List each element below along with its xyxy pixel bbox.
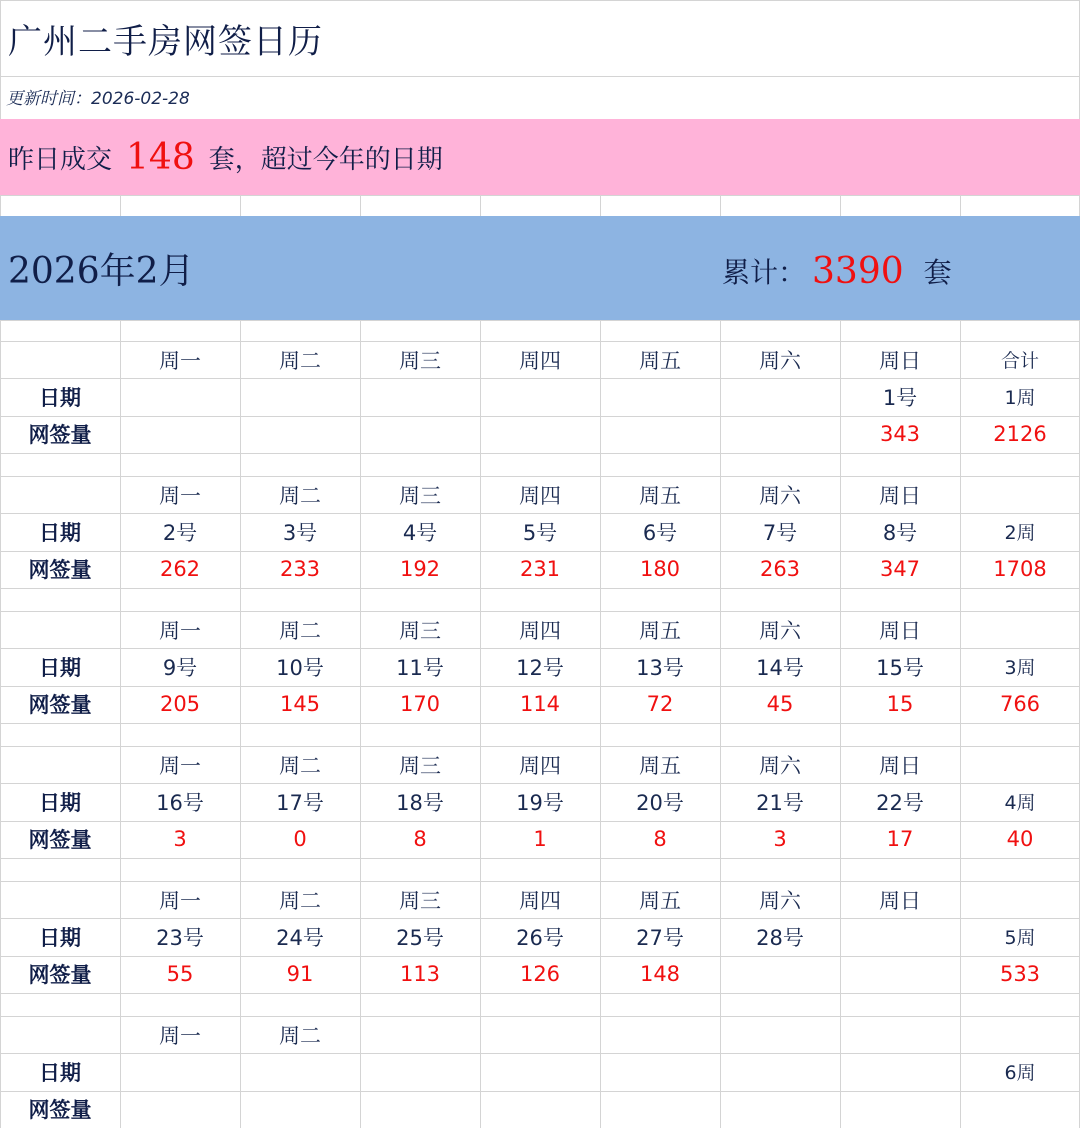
volume-cell — [360, 416, 480, 453]
weekday-header: 周四 — [519, 753, 561, 778]
weekday-header: 周二 — [279, 753, 321, 778]
row-label-volume: 网签量 — [28, 963, 92, 988]
volume-cell: 145 — [279, 692, 321, 717]
weekday-header: 周二 — [279, 618, 321, 643]
weekday-header: 周三 — [399, 348, 441, 373]
volume-cell: 347 — [879, 557, 921, 582]
total-header — [960, 881, 1080, 918]
weekday-header: 周日 — [879, 483, 921, 508]
date-cell — [600, 1053, 720, 1090]
volume-cell: 205 — [159, 692, 201, 717]
weekday-header: 周二 — [279, 1023, 321, 1048]
week-label: 3周 — [1004, 657, 1036, 680]
date-cell: 18号 — [396, 790, 444, 815]
weekday-header: 周二 — [279, 348, 321, 373]
weekday-header: 周一 — [159, 753, 201, 778]
weekday-header: 周三 — [399, 888, 441, 913]
date-cell: 22号 — [876, 790, 924, 815]
date-cell: 25号 — [396, 925, 444, 950]
date-cell: 12号 — [516, 655, 564, 680]
date-cell: 3号 — [282, 520, 318, 545]
weekday-header — [480, 1016, 600, 1053]
date-cell: 14号 — [756, 655, 804, 680]
weekday-header: 周三 — [399, 753, 441, 778]
volume-cell: 15 — [886, 692, 914, 717]
row-label-volume: 网签量 — [28, 693, 92, 718]
volume-cell — [360, 1091, 480, 1128]
volume-cell: 45 — [766, 692, 794, 717]
volume-cell — [120, 416, 240, 453]
weekday-header: 周二 — [279, 483, 321, 508]
weekday-header: 周三 — [399, 618, 441, 643]
page-title: 广州二手房网签日历 — [8, 22, 323, 62]
volume-cell: 262 — [159, 557, 201, 582]
date-cell: 24号 — [276, 925, 324, 950]
row-label-date: 日期 — [39, 655, 81, 680]
volume-cell: 8 — [413, 827, 427, 852]
volume-cell — [240, 1091, 360, 1128]
weekday-header: 周日 — [879, 888, 921, 913]
cumulative-value: 3390 — [812, 250, 904, 292]
total-header — [960, 746, 1080, 783]
date-cell — [480, 378, 600, 415]
volume-cell: 3 — [773, 827, 787, 852]
weekday-header: 周一 — [159, 1023, 201, 1048]
weekday-header: 周五 — [639, 483, 681, 508]
date-cell: 23号 — [156, 925, 204, 950]
cumulative-unit: 套 — [923, 256, 952, 289]
volume-cell — [600, 416, 720, 453]
date-cell: 11号 — [396, 655, 444, 680]
total-header — [960, 1016, 1080, 1053]
volume-cell: 343 — [879, 422, 921, 447]
weekday-header: 周一 — [159, 618, 201, 643]
date-cell: 26号 — [516, 925, 564, 950]
weekday-header: 周三 — [399, 483, 441, 508]
volume-cell — [480, 1091, 600, 1128]
date-cell: 9号 — [162, 655, 198, 680]
date-cell — [720, 1053, 840, 1090]
volume-cell — [720, 956, 840, 993]
volume-cell: 72 — [646, 692, 674, 717]
volume-cell — [720, 1091, 840, 1128]
volume-cell: 263 — [759, 557, 801, 582]
volume-cell: 114 — [519, 692, 561, 717]
date-cell: 19号 — [516, 790, 564, 815]
volume-cell: 233 — [279, 557, 321, 582]
banner-prefix: 昨日成交 — [8, 144, 113, 175]
weekday-header: 周二 — [279, 888, 321, 913]
volume-cell: 113 — [399, 962, 441, 987]
weekday-header — [840, 1016, 960, 1053]
weekday-header: 周六 — [759, 753, 801, 778]
volume-cell: 126 — [519, 962, 561, 987]
week-total: 533 — [999, 962, 1041, 987]
weekday-header: 周五 — [639, 618, 681, 643]
date-cell: 16号 — [156, 790, 204, 815]
date-cell: 15号 — [876, 655, 924, 680]
week-total: 40 — [1006, 827, 1034, 852]
volume-cell — [720, 416, 840, 453]
volume-cell: 1 — [533, 827, 547, 852]
date-cell: 28号 — [756, 925, 804, 950]
row-label-date: 日期 — [39, 385, 81, 410]
date-cell: 20号 — [636, 790, 684, 815]
volume-cell: 0 — [293, 827, 307, 852]
volume-cell: 17 — [886, 827, 914, 852]
week-label: 2周 — [1004, 522, 1036, 545]
weekday-header: 周一 — [159, 348, 201, 373]
volume-cell: 55 — [166, 962, 194, 987]
date-cell: 27号 — [636, 925, 684, 950]
weekday-header: 周五 — [639, 753, 681, 778]
weekday-header: 周四 — [519, 618, 561, 643]
weekday-header — [720, 1016, 840, 1053]
volume-cell: 8 — [653, 827, 667, 852]
volume-cell: 231 — [519, 557, 561, 582]
volume-cell — [600, 1091, 720, 1128]
weekday-header: 周六 — [759, 483, 801, 508]
banner-suffix: 套，超过今年的日期 — [208, 144, 443, 175]
cumulative-label: 累计： — [722, 256, 807, 289]
weekday-header: 周六 — [759, 618, 801, 643]
date-cell — [720, 378, 840, 415]
weekday-header: 周日 — [879, 753, 921, 778]
date-cell — [240, 1053, 360, 1090]
weekday-header: 周日 — [879, 618, 921, 643]
volume-cell: 91 — [286, 962, 314, 987]
week-total: 766 — [999, 692, 1041, 717]
row-label-date: 日期 — [39, 925, 81, 950]
weekday-header: 周四 — [519, 483, 561, 508]
total-header — [960, 476, 1080, 513]
weekday-header: 周日 — [879, 348, 921, 373]
date-cell — [360, 378, 480, 415]
row-label-date: 日期 — [39, 1060, 81, 1085]
weekday-header: 周五 — [639, 348, 681, 373]
weekday-header: 周六 — [759, 888, 801, 913]
total-header — [960, 611, 1080, 648]
volume-cell: 180 — [639, 557, 681, 582]
row-label-volume: 网签量 — [28, 423, 92, 448]
week-total — [960, 1091, 1080, 1128]
weekday-header: 周五 — [639, 888, 681, 913]
row-label-date: 日期 — [39, 790, 81, 815]
weekday-header — [360, 1016, 480, 1053]
date-cell: 13号 — [636, 655, 684, 680]
date-cell: 17号 — [276, 790, 324, 815]
date-cell — [840, 918, 960, 955]
total-header: 合计 — [1000, 350, 1039, 372]
week-total: 2126 — [993, 422, 1047, 447]
volume-cell: 3 — [173, 827, 187, 852]
yesterday-summary — [8, 119, 443, 195]
date-cell: 4号 — [402, 520, 438, 545]
weekday-header — [600, 1016, 720, 1053]
volume-cell — [240, 416, 360, 453]
volume-cell — [480, 416, 600, 453]
week-total: 1708 — [993, 557, 1047, 582]
date-cell — [240, 378, 360, 415]
volume-cell — [840, 1091, 960, 1128]
date-cell: 6号 — [642, 520, 678, 545]
date-cell: 2号 — [162, 520, 198, 545]
yesterday-banner — [0, 119, 1080, 195]
month-header — [0, 216, 1080, 320]
yesterday-count: 148 — [126, 136, 195, 178]
date-cell — [120, 1053, 240, 1090]
volume-cell: 192 — [399, 557, 441, 582]
cumulative-total — [722, 216, 952, 326]
volume-cell — [840, 956, 960, 993]
row-label-volume: 网签量 — [28, 828, 92, 853]
row-label-volume: 网签量 — [28, 1098, 92, 1123]
date-cell — [600, 378, 720, 415]
date-cell: 10号 — [276, 655, 324, 680]
update-time: 更新时间：2026-02-28 — [6, 89, 190, 109]
date-cell — [120, 378, 240, 415]
volume-cell: 148 — [639, 962, 681, 987]
month-title: 2026年2月 — [8, 250, 195, 292]
weekday-header: 周一 — [159, 483, 201, 508]
date-cell: 5号 — [522, 520, 558, 545]
row-label-volume: 网签量 — [28, 558, 92, 583]
week-label: 6周 — [1004, 1062, 1036, 1085]
date-cell — [360, 1053, 480, 1090]
weekday-header: 周四 — [519, 348, 561, 373]
date-cell: 8号 — [882, 520, 918, 545]
date-cell: 7号 — [762, 520, 798, 545]
row-label-date: 日期 — [39, 520, 81, 545]
volume-cell: 170 — [399, 692, 441, 717]
date-cell — [480, 1053, 600, 1090]
week-label: 4周 — [1004, 792, 1036, 815]
date-cell: 21号 — [756, 790, 804, 815]
week-label: 1周 — [1004, 387, 1036, 410]
weekday-header: 周四 — [519, 888, 561, 913]
date-cell: 1号 — [882, 385, 918, 410]
date-cell — [840, 1053, 960, 1090]
weekday-header: 周一 — [159, 888, 201, 913]
week-label: 5周 — [1004, 927, 1036, 950]
volume-cell — [120, 1091, 240, 1128]
weekday-header: 周六 — [759, 348, 801, 373]
